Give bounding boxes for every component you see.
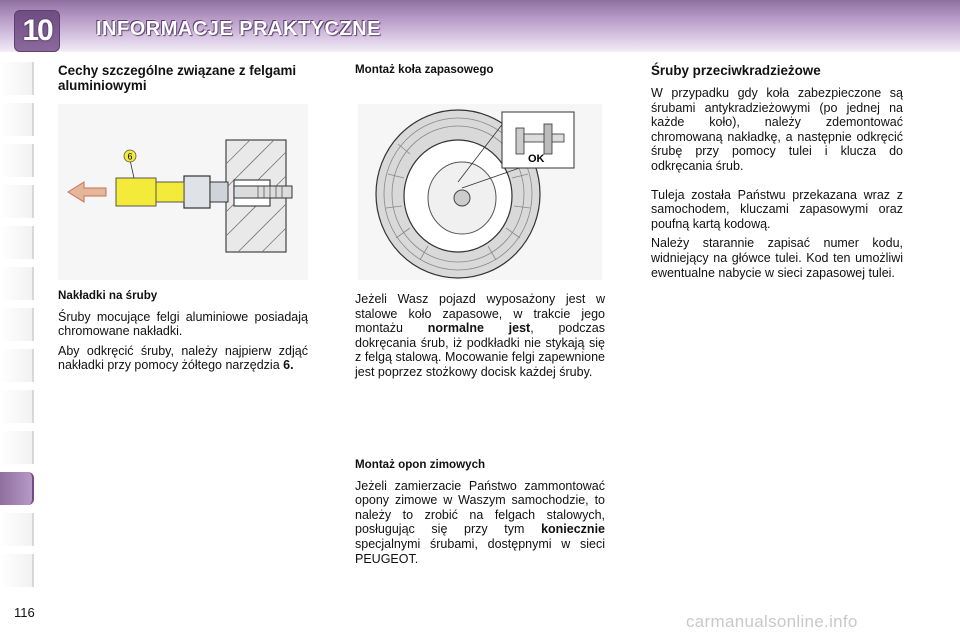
emphasis: koniecznie (541, 522, 605, 537)
tool-reference: 6. (283, 358, 294, 373)
chapter-tab[interactable] (0, 267, 34, 300)
subheading-winter-tyres: Montaż opon zimowych (355, 458, 486, 471)
chapter-tab[interactable] (0, 308, 34, 341)
text: Jeżeli zamierzacie Państwo zammontować opony zimowe w Waszym samochodzie, to należy to zrobić na felgach stalowych, posługując się przy tym (355, 478, 605, 537)
column-1-text (58, 289, 308, 378)
chapter-badge (14, 10, 60, 52)
watermark: carmanualsonline.info (686, 612, 858, 631)
figure-ok-label: OK (528, 153, 545, 165)
spare-wheel-illustration (358, 104, 602, 280)
page-number: 116 (14, 605, 35, 620)
section-heading-antitheft-bolts: Śruby przeciwkradzieżowe (651, 63, 821, 78)
text: , podczas dokręcania śrub, iż podkładki nie stykają się z felgą stalową. Mocowanie felgi zapewnione jest poprzez stożkowy docisk każdej śruby. (355, 321, 605, 379)
paragraph-socket-delivered: Tuleja została Państwu przekazana wraz z samochodem, kluczami zapasowymi oraz poufną kartą kodową. (651, 187, 903, 231)
text: Jeżeli Wasz pojazd wyposażony jest w stalowe koło zapasowe, w trakcie jego montażu (355, 292, 605, 336)
column-3-text (651, 63, 903, 285)
chapter-tab[interactable] (0, 554, 34, 587)
page-title: INFORMACJE PRAKTYCZNE (96, 18, 381, 40)
paragraph-antitheft-removal: W przypadku gdy koła zabezpieczone są śrubami antykradzieżowymi (po jednej na każde koło), należy zdemontować chromowaną nakładkę, a następnie odkręcić śrubę przy pomocy tulei i klucza do odkręcania śrub. (651, 86, 903, 173)
chapter-tab[interactable] (0, 513, 34, 546)
column-2-text-winter (355, 458, 605, 571)
chapter-header (0, 0, 960, 52)
bolt-cap-illustration (58, 104, 308, 280)
paragraph-bolt-caps: Śruby mocujące felgi aluminiowe posiadają chromowane nakładki. (58, 309, 308, 339)
subheading-bolt-caps: Nakładki na śruby (58, 289, 158, 302)
chapter-tab[interactable] (0, 226, 34, 259)
chapter-tab[interactable] (0, 62, 34, 95)
paragraph-winter-tyres (355, 479, 605, 567)
paragraph-remove-caps (58, 344, 308, 373)
spare-wheel-drawing (358, 104, 602, 280)
chapter-tab[interactable] (0, 349, 34, 382)
subheading-spare-wheel: Montaż koła zapasowego (355, 63, 494, 76)
chapter-tab[interactable] (0, 390, 34, 423)
chapter-tab[interactable] (0, 431, 34, 464)
paragraph-spare-wheel (355, 292, 605, 380)
column-2-text-spare (355, 292, 605, 385)
text: Aby odkręcić śruby, należy najpierw zdjąć nakładki przy pomocy żółtego narzędzia (58, 343, 308, 373)
section-heading-aluminium-rims: Cechy szczególne związane z felgami aluminiowymi (58, 63, 297, 93)
chapter-number: 10 (22, 14, 52, 47)
column-2-heading-block (355, 63, 605, 84)
chapter-tab[interactable] (0, 144, 34, 177)
text: specjalnymi śrubami, dostępnymi w sieci PEUGEOT. (355, 536, 605, 566)
paragraph-record-code: Należy starannie zapisać numer kodu, widniejący na główce tulei. Kod ten umożliwi ewentualne nabycie w sieci zapasowej tulei. (651, 236, 903, 280)
chapter-tab[interactable] (0, 185, 34, 218)
chapter-tab-active[interactable] (0, 472, 34, 505)
bolt-cap-drawing (58, 104, 308, 280)
emphasis: normalne jest (427, 321, 531, 336)
chapter-tab[interactable] (0, 103, 34, 136)
column-1-heading-block (58, 63, 308, 93)
figure-callout-6: 6 (127, 151, 133, 162)
